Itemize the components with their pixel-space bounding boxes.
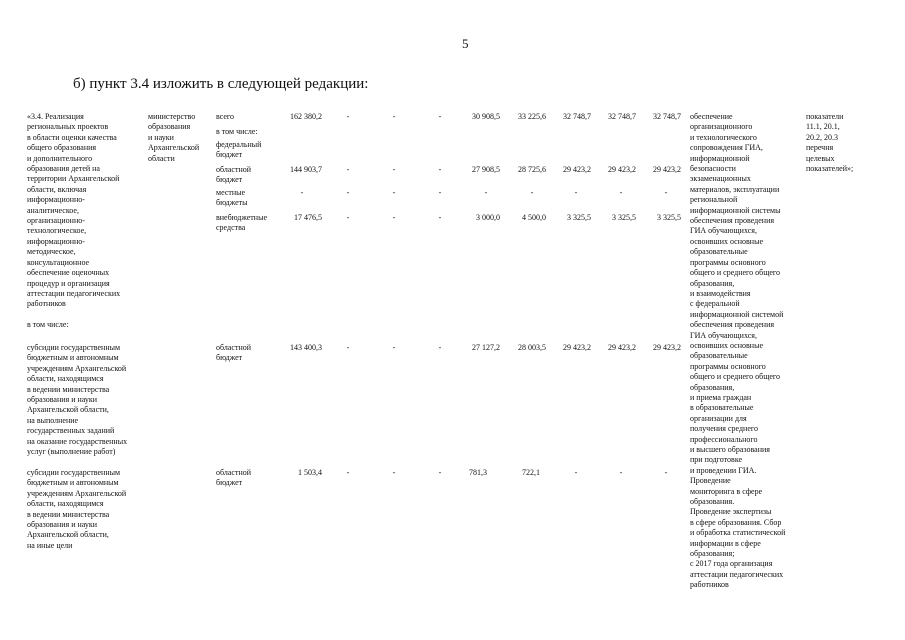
- cell-y8: -: [664, 468, 668, 477]
- cell-y4: 781,3: [469, 468, 487, 477]
- cell-y1: -: [346, 165, 350, 174]
- cell-y7: 3 325,5: [612, 213, 636, 222]
- cell-y4: 27 127,2: [472, 343, 500, 352]
- cell-y3: -: [438, 112, 442, 121]
- cell-total: 17 476,5: [294, 213, 322, 222]
- cell-total: 144 903,7: [290, 165, 322, 174]
- cell-y4: 3 000,0: [476, 213, 500, 222]
- cell-y1: -: [346, 112, 350, 121]
- subsidy-2-name: субсидии государственным бюджетным и автономным учреждениям Архангельской области, находящимся в ведении министерства образования и науки Архангельской области, на иные цели: [27, 468, 127, 550]
- cell-y8: 32 748,7: [653, 112, 681, 121]
- cell-y4: 30 908,5: [472, 112, 500, 121]
- source-label: областной бюджет: [216, 468, 252, 488]
- cell-total: 162 380,2: [290, 112, 322, 121]
- source-label: внебюджетные средства: [216, 213, 267, 233]
- cell-y5: 33 225,6: [518, 112, 546, 121]
- cell-y7: 29 423,2: [608, 343, 636, 352]
- cell-y8: -: [664, 188, 668, 197]
- subsidy-1-name: субсидии государственным бюджетным и автономным учреждениям Архангельской области, находящимся в ведении министерства образования и науки Архангельской области, на выполнение государственных заданий на оказание государственных услуг (выполнение работ): [27, 343, 128, 457]
- cell-y6: -: [574, 188, 578, 197]
- cell-y2: -: [392, 213, 396, 222]
- source-label: областной бюджет: [216, 165, 252, 185]
- cell-y6: 32 748,7: [563, 112, 591, 121]
- cell-y5: 28 725,6: [518, 165, 546, 174]
- cell-y7: -: [619, 188, 623, 197]
- source-label: в том числе:: [216, 127, 258, 136]
- source-label: всего: [216, 112, 235, 121]
- source-label: федеральный бюджет: [216, 140, 262, 160]
- source-label: местные бюджеты: [216, 188, 248, 208]
- cell-y2: -: [392, 468, 396, 477]
- cell-y8: 29 423,2: [653, 165, 681, 174]
- cell-y8: 3 325,5: [657, 213, 681, 222]
- section-heading: б) пункт 3.4 изложить в следующей редакции:: [73, 76, 369, 92]
- in-that-number-label: в том числе:: [27, 320, 69, 329]
- cell-y8: 29 423,2: [653, 343, 681, 352]
- cell-y4: 27 908,5: [472, 165, 500, 174]
- cell-y7: 29 423,2: [608, 165, 636, 174]
- cell-total: 1 503,4: [298, 468, 322, 477]
- cell-y1: -: [346, 468, 350, 477]
- cell-y5: -: [530, 188, 534, 197]
- cell-y4: -: [484, 188, 488, 197]
- cell-y1: -: [346, 343, 350, 352]
- activity-name: «3.4. Реализация региональных проектов в области оценки качества общего образования и дополнительного образования детей на территории Архангельской области, включая информационно- аналитическое, организационно- технологическое, информационно- методическое, консультационное обеспечение оценочных процедур и организация аттестации педагогических работников: [27, 112, 121, 309]
- cell-y5: 4 500,0: [522, 213, 546, 222]
- expected-results: обеспечение организационного и технологического сопровождения ГИА, информационной безопасности экзаменационных материалов, эксплуатации региональной информационной системы обеспечения проведения ГИА обучающихся, освоивших основные образовательные программы основного общего и среднего общего образования, и взаимодействия с федеральной информационной системой обеспечения проведения ГИА обучающихся, освоивших основные образовательные программы основного общего и среднего общего образования, и приема граждан в образовательные организации для получения среднего профессионального и высшего образования при подготовке и проведении ГИА. Проведение мониторинга в сфере образования. Проведение экспертизы в сфере образования. Сбор и обработка статистической информации в сфере образования; с 2017 года организация аттестации педагогических работников: [690, 112, 786, 590]
- cell-y6: 29 423,2: [563, 343, 591, 352]
- target-indicators: показатели 11.1, 20.1, 20.2, 20.3 перечня целевых показателей»;: [806, 112, 854, 174]
- cell-y1: -: [346, 213, 350, 222]
- cell-y2: -: [392, 343, 396, 352]
- cell-y5: 28 003,5: [518, 343, 546, 352]
- cell-y3: -: [438, 468, 442, 477]
- executor: министерство образования и науки Архангельской области: [148, 112, 200, 163]
- cell-y2: -: [392, 165, 396, 174]
- page-number: 5: [462, 36, 469, 51]
- cell-total: -: [300, 188, 304, 197]
- cell-y6: 3 325,5: [567, 213, 591, 222]
- cell-y5: 722,1: [522, 468, 540, 477]
- cell-y3: -: [438, 188, 442, 197]
- cell-y3: -: [438, 165, 442, 174]
- cell-y2: -: [392, 188, 396, 197]
- cell-y7: 32 748,7: [608, 112, 636, 121]
- source-label: областной бюджет: [216, 343, 252, 363]
- cell-y3: -: [438, 213, 442, 222]
- cell-y7: -: [619, 468, 623, 477]
- cell-y2: -: [392, 112, 396, 121]
- cell-y3: -: [438, 343, 442, 352]
- cell-y6: -: [574, 468, 578, 477]
- cell-y6: 29 423,2: [563, 165, 591, 174]
- cell-y1: -: [346, 188, 350, 197]
- cell-total: 143 400,3: [290, 343, 322, 352]
